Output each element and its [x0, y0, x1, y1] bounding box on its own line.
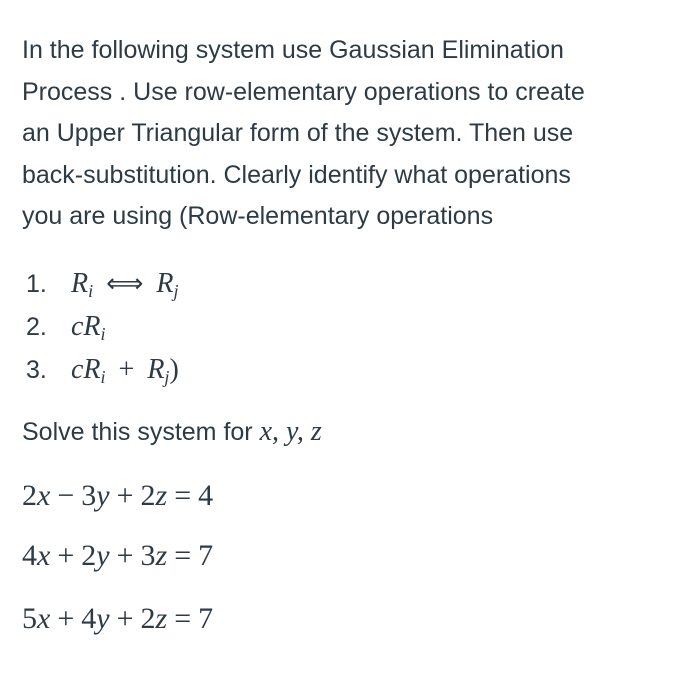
- list-number: 3.: [26, 356, 47, 384]
- variable: y: [96, 479, 110, 512]
- formula-subscript: i: [88, 281, 94, 301]
- equals-sign: =: [174, 539, 192, 572]
- variable: y: [96, 539, 110, 572]
- equals-sign: =: [174, 602, 192, 635]
- formula-subscript: i: [100, 367, 106, 387]
- variable: z: [155, 539, 168, 572]
- formula-symbol: c: [70, 311, 84, 342]
- variable: x: [37, 479, 51, 512]
- equation-2: [22, 536, 213, 576]
- solve-prompt: [22, 412, 322, 452]
- formula-subscript: j: [173, 281, 179, 301]
- instruction-line: an Upper Triangular form of the system. Then use: [22, 119, 574, 147]
- list-number: 1.: [26, 270, 47, 298]
- equation-1: [22, 476, 213, 516]
- variable: z: [155, 602, 168, 635]
- variable: z: [155, 479, 168, 512]
- formula-subscript: i: [100, 324, 106, 344]
- formula-symbol: R: [70, 268, 89, 299]
- coefficient: 3: [81, 479, 97, 512]
- instruction-line: you are using (Row-elementary operations: [22, 202, 494, 230]
- row-operations-list: [26, 262, 426, 391]
- coefficient: 2: [81, 539, 97, 572]
- variable: x: [37, 539, 51, 572]
- list-number: 2.: [26, 313, 47, 341]
- variable: y: [96, 602, 110, 635]
- double-arrow-icon: ⟺: [106, 269, 144, 299]
- solve-variables: x, y, z: [259, 416, 322, 447]
- problem-instructions: [22, 30, 652, 238]
- instruction-line: In the following system use Gaussian Elimination: [22, 36, 564, 64]
- equals-sign: =: [174, 479, 192, 512]
- instruction-line: back-substitution. Clearly identify what operations: [22, 160, 571, 189]
- coefficient: 5: [22, 602, 37, 635]
- operator: +: [57, 539, 75, 572]
- equation-3: [22, 599, 213, 639]
- row-operation-add: [26, 348, 426, 391]
- operator: +: [116, 539, 134, 572]
- variable: x: [37, 602, 51, 635]
- coefficient: 2: [22, 479, 37, 512]
- operator: +: [116, 479, 134, 512]
- add-formula: [71, 354, 179, 385]
- coefficient: 3: [140, 539, 156, 572]
- formula-paren: ): [169, 354, 179, 385]
- instruction-line: Process . Use row-elementary operations to create: [22, 77, 585, 106]
- formula-symbol: R: [83, 354, 101, 385]
- formula-symbol: R: [147, 354, 165, 385]
- formula-symbol: R: [83, 311, 101, 342]
- coefficient: 2: [140, 602, 156, 635]
- formula-operator: +: [118, 354, 135, 385]
- constant: 7: [198, 602, 214, 635]
- operator: +: [57, 602, 75, 635]
- coefficient: 4: [22, 539, 37, 572]
- swap-formula: [71, 268, 179, 299]
- operator: −: [57, 479, 75, 512]
- solve-text: Solve this system for: [22, 418, 260, 446]
- coefficient: 2: [140, 479, 156, 512]
- row-operation-scale: [26, 305, 426, 348]
- formula-symbol: c: [70, 354, 84, 385]
- coefficient: 4: [81, 602, 97, 635]
- operator: +: [116, 602, 134, 635]
- constant: 7: [198, 539, 214, 572]
- formula-symbol: R: [156, 268, 174, 299]
- scale-formula: [71, 311, 106, 342]
- formula-subscript: j: [164, 367, 170, 387]
- constant: 4: [198, 479, 214, 512]
- row-operation-swap: [26, 262, 426, 305]
